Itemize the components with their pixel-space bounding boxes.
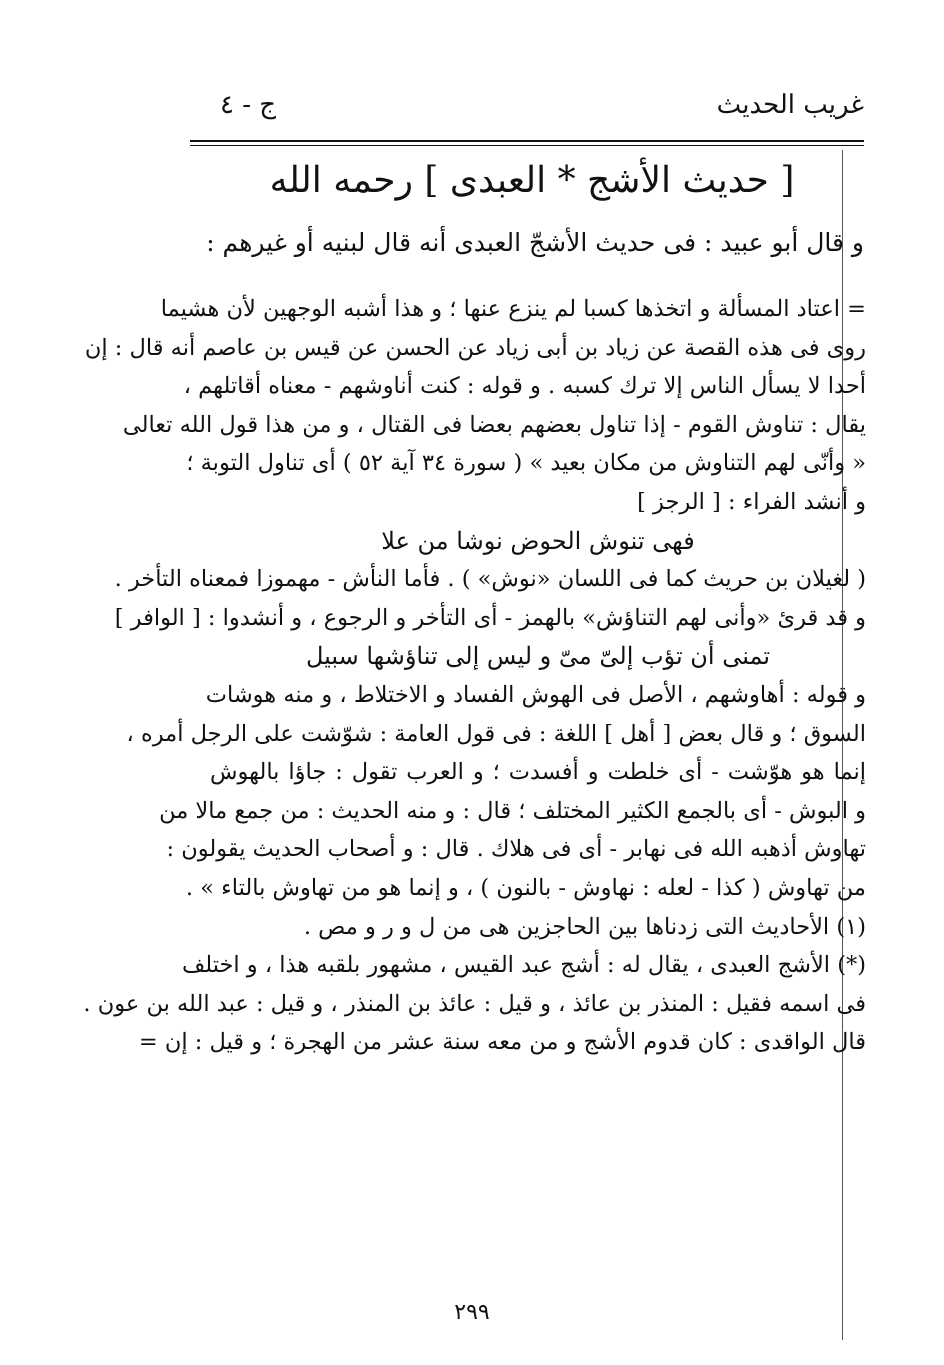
text-line: تهاوش أذهبه الله فى نهابر - أى فى هلاك . قال : و أصحاب الحديث يقولون : [166, 836, 866, 863]
footnote-line: قال الواقدى : كان قدوم الأشج و من معه سنة عشر من الهجرة ؛ و قيل : إن = [138, 1029, 866, 1056]
section-heading: [ حديث الأشج * العبدى ] رحمه الله [269, 160, 795, 201]
text-body [83, 290, 866, 1062]
text-line: و أنشد الفراء : [ الرجز ] [637, 488, 866, 515]
verse-line: تمنى أن تؤب إلىّ مىّ و ليس إلى تناؤشها سبيل [305, 642, 771, 671]
text-line: روى فى هذه القصة عن زياد بن أبى زياد عن الحسن عن قيس بن عاصم أنه قال : إن [84, 334, 866, 361]
text-line: السوق ؛ و قال بعض [ أهل ] اللغة : فى قول العامة : شوّشت على الرجل أمره ، [126, 720, 866, 747]
footnote-line: (١) الأحاديث التى زدناها بين الحاجزين هى من ل و ر و مص . [303, 913, 866, 940]
page-header [190, 86, 864, 126]
text-line: يقال : تناوش القوم - إذا تناول بعضهم بعضا فى القتال ، و من هذا قول الله تعالى [122, 411, 866, 438]
text-line: من تهاوش ( كذا - لعله : نهاوش - بالنون ) ، و إنما هو من تهاوش بالتاء » . [185, 874, 866, 901]
part-label: ج - ٤ [220, 90, 277, 120]
page-number: ٢٩٩ [454, 1300, 490, 1325]
intro-line: و قال أبو عبيد : فى حديث الأشجّ العبدى أنه قال لبنيه أو غيرهم : [206, 228, 864, 257]
verse-line: فهى تنوش الحوض نوشا من علا [381, 526, 695, 555]
text-line: ( لغيلان بن حريث كما فى اللسان «نوش» ) . فأما النأش - مهموزا فمعناه التأخر . [114, 566, 866, 593]
text-line: = اعتاد المسألة و اتخذها كسبا لم ينزع عنها ؛ و هذا أشبه الوجهين لأن هشيما [160, 296, 866, 322]
header-rule [190, 140, 864, 142]
running-title: غريب الحديث [716, 90, 864, 120]
text-line: و قوله : أهاوشهم ، الأصل فى الهوش الفساد و الاختلاط ، و منه هوشات [205, 681, 866, 708]
text-line: « وأنّى لهم التناوش من مكان بعيد » ( سورة ٣٤ آية ٥٢ ) أى تناول التوبة ؛ [186, 450, 866, 477]
footnote-line: فى اسمه فقيل : المنذر بن عائذ ، و قيل : عائذ بن المنذر ، و قيل : عبد الله بن عون . [83, 990, 866, 1017]
text-line: و البوش - أى بالجمع الكثير المختلف ؛ قال : و منه الحديث : من جمع مالا من [159, 797, 866, 824]
text-line: و قد قرئ «وأنى لهم التناؤش» بالهمز - أى التأخر و الرجوع ، و أنشدوا : [ الوافر ] [114, 604, 866, 631]
footnote-line: (*) الأشج العبدى ، يقال له : أشج عبد القيس ، مشهور بلقبه هذا ، و اختلف [181, 952, 866, 979]
text-line: إنما هو هوّشت - أى خلطت و أفسدت ؛ و العرب تقول : جاؤا بالهوش [210, 759, 866, 786]
text-line: أحدا لا يسأل الناس إلا ترك كسبه . و قوله : كنت أناوشهم - معناه أقاتلهم ، [183, 373, 866, 400]
header-rule-thin [190, 145, 864, 146]
